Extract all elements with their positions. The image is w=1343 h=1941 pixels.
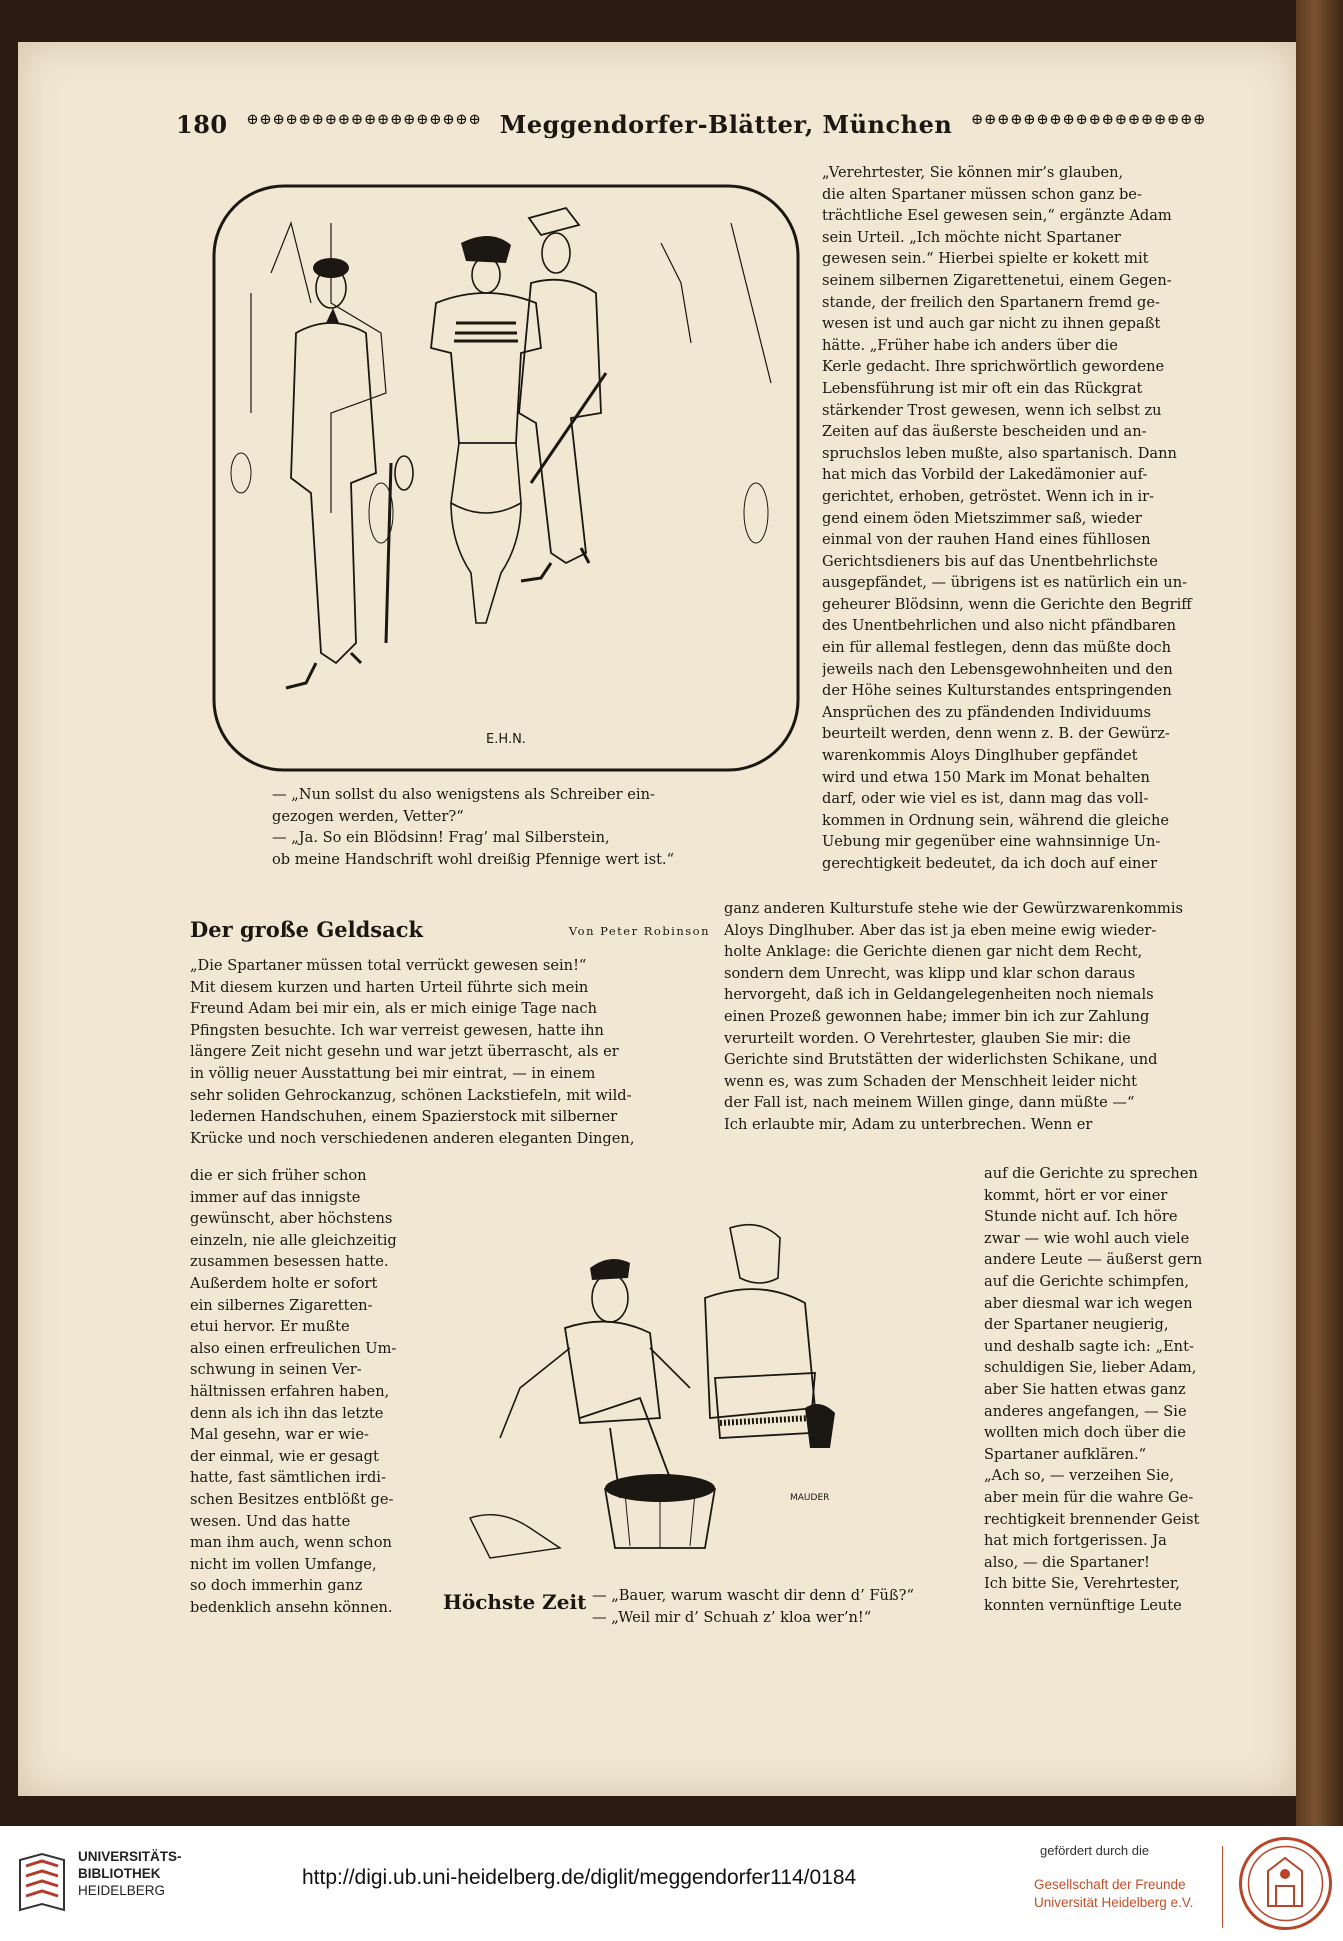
text-line: wesen. Und das hatte bbox=[190, 1512, 351, 1530]
viewer-footer bbox=[0, 1826, 1343, 1941]
text-line: Zeiten auf das äußerste bescheiden und an- bbox=[822, 423, 1147, 441]
text-line: die alten Spartaner müssen schon ganz be- bbox=[822, 185, 1142, 203]
text-line: anderes angefangen, — Sie bbox=[984, 1402, 1187, 1420]
text-line: der Fall ist, nach meinem Willen ginge, dann müßte —“ bbox=[724, 1094, 1135, 1112]
text-line: beurteilt werden, denn wenn z. B. der Gewürz- bbox=[822, 725, 1170, 743]
cartoon2-title: Höchste Zeit bbox=[443, 1590, 587, 1614]
library-name bbox=[78, 1848, 182, 1899]
caption-line: gezogen werden, Vetter?“ bbox=[272, 807, 464, 825]
caption-line: — „Nun sollst du also wenigstens als Schreiber ein- bbox=[272, 786, 655, 803]
text-line: längere Zeit nicht gesehn und war jetzt überrascht, als er bbox=[190, 1043, 619, 1061]
text-line: stärkender Trost gewesen, wenn ich selbst zu bbox=[822, 401, 1162, 419]
ornament-left: ⊕⊕⊕⊕⊕⊕⊕⊕⊕⊕⊕⊕⊕⊕⊕⊕⊕⊕ bbox=[246, 110, 482, 128]
cartoon-illustration-footbath bbox=[460, 1208, 920, 1568]
text-line: der Spartaner neugierig, bbox=[984, 1316, 1169, 1334]
text-line: sein Urteil. „Ich möchte nicht Spartaner bbox=[822, 228, 1121, 246]
text-line: hätte. „Früher habe ich anders über die bbox=[822, 336, 1118, 354]
text-line: ein silbernes Zigaretten- bbox=[190, 1296, 373, 1314]
text-line: zwar — wie wohl auch viele bbox=[984, 1229, 1190, 1247]
text-line: kommen in Ordnung sein, während die gleiche bbox=[822, 811, 1170, 829]
text-line: schuldigen Sie, lieber Adam, bbox=[984, 1359, 1197, 1377]
text-line: „Die Spartaner müssen total verrückt gewesen sein!“ bbox=[190, 957, 587, 974]
sponsor-name bbox=[1034, 1876, 1193, 1912]
text-line: jeweils nach den Lebensgewohnheiten und den bbox=[822, 660, 1173, 678]
text-line: ausgepfändet, — übrigens ist es natürlich ein un- bbox=[822, 574, 1188, 592]
text-line: der einmal, wie er gesagt bbox=[190, 1447, 379, 1465]
text-line: und deshalb sagte ich: „Ent- bbox=[984, 1337, 1194, 1355]
text-line: Ich bitte Sie, Verehrtester, bbox=[984, 1575, 1180, 1593]
text-line: in völlig neuer Ausstattung bei mir eintrat, — in einem bbox=[190, 1064, 596, 1082]
article-column-right-bottom bbox=[984, 1163, 1207, 1616]
library-line: HEIDELBERG bbox=[78, 1883, 166, 1898]
text-line: nicht im vollen Umfange, bbox=[190, 1555, 377, 1573]
text-line: aber Sie hatten etwas ganz bbox=[984, 1380, 1186, 1398]
journal-title: Meggendorfer-Blätter, München bbox=[499, 110, 953, 139]
text-line: immer auf das innigste bbox=[190, 1188, 361, 1206]
text-line: andere Leute — äußerst gern bbox=[984, 1251, 1203, 1269]
text-line: sehr soliden Gehrockanzug, schönen Lackstiefeln, mit wild- bbox=[190, 1086, 632, 1104]
text-line: Uebung mir gegenüber eine wahnsinnige Un- bbox=[822, 833, 1161, 851]
text-line: hat mich fortgerissen. Ja bbox=[984, 1532, 1167, 1550]
text-line: man ihm auch, wenn schon bbox=[190, 1534, 392, 1552]
article-heading bbox=[190, 917, 710, 942]
footer-divider bbox=[1222, 1846, 1223, 1928]
text-line: ein für allemal festlegen, denn das müßte doch bbox=[822, 639, 1172, 657]
text-line: der Höhe seines Kulturstandes entspringenden bbox=[822, 682, 1172, 700]
caption-line: — „Ja. So ein Blödsinn! Frag’ mal Silberstein, bbox=[272, 829, 610, 847]
text-line: geheurer Blödsinn, wenn die Gerichte den Begriff bbox=[822, 595, 1192, 613]
text-line: gerichtet, erhoben, getröstet. Wenn ich in ir- bbox=[822, 487, 1155, 505]
text-line: stande, der freilich den Spartanern fremd ge- bbox=[822, 293, 1160, 311]
caption-line: ob meine Handschrift wohl dreißig Pfennige wert ist.“ bbox=[272, 850, 675, 868]
text-line: Ich erlaubte mir, Adam zu unterbrechen. Wenn er bbox=[724, 1115, 1093, 1133]
text-line: konnten vernünftige Leute bbox=[984, 1596, 1182, 1614]
text-line: aber diesmal war ich wegen bbox=[984, 1294, 1193, 1312]
article-title: Der große Geldsack bbox=[190, 917, 424, 942]
text-line: hervorgeht, daß ich in Geldangelegenheiten noch niemals bbox=[724, 986, 1154, 1004]
text-line: Aloys Dinglhuber. Aber das ist ja eben meine ewig wieder- bbox=[724, 921, 1157, 939]
article-column-left bbox=[190, 955, 665, 1149]
text-line: auf die Gerichte schimpfen, bbox=[984, 1272, 1190, 1290]
text-line: trächtliche Esel gewesen sein,“ ergänzte Adam bbox=[822, 207, 1172, 225]
text-line: ganz anderen Kulturstufe stehe wie der Gewürzwarenkommis bbox=[724, 900, 1184, 917]
university-seal-icon bbox=[1238, 1836, 1333, 1931]
text-line: gewünscht, aber höchstens bbox=[190, 1210, 393, 1228]
text-line: also einen erfreulichen Um- bbox=[190, 1339, 397, 1357]
sponsor-line: Gesellschaft der Freunde bbox=[1034, 1877, 1186, 1892]
book-spine bbox=[1296, 0, 1343, 1826]
text-line: holte Anklage: die Gerichte dienen gar nicht dem Recht, bbox=[724, 943, 1143, 961]
text-line: wollten mich doch über die bbox=[984, 1424, 1186, 1442]
text-line: hältnissen erfahren haben, bbox=[190, 1382, 390, 1400]
text-line: gend einem öden Mietszimmer saß, wieder bbox=[822, 509, 1142, 527]
library-logo-icon bbox=[16, 1852, 68, 1912]
text-line: hat mich das Vorbild der Lakedämonier auf- bbox=[822, 466, 1148, 484]
text-line: bedenklich ansehn können. bbox=[190, 1598, 393, 1616]
text-line: Mal gesehn, war er wie- bbox=[190, 1426, 369, 1444]
text-line: Pfingsten besuchte. Ich war verreist gewesen, hatte ihn bbox=[190, 1021, 604, 1039]
cartoon-illustration-strollers bbox=[211, 183, 801, 773]
text-line: sondern dem Unrecht, was klipp und klar schon daraus bbox=[724, 964, 1136, 982]
text-line: gewesen sein.“ Hierbei spielte er kokett mit bbox=[822, 250, 1149, 268]
text-line: Spartaner aufklären.“ bbox=[984, 1445, 1147, 1463]
text-line: Stunde nicht auf. Ich höre bbox=[984, 1208, 1178, 1226]
text-line: einzeln, nie alle gleichzeitig bbox=[190, 1231, 397, 1249]
library-line: UNIVERSITÄTS- bbox=[78, 1849, 182, 1864]
text-line: Gerichtsdieners bis auf das Unentbehrlichste bbox=[822, 552, 1158, 570]
text-line: zusammen besessen hatte. bbox=[190, 1253, 389, 1271]
text-line: denn als ich ihn das letzte bbox=[190, 1404, 384, 1422]
text-line: die er sich früher schon bbox=[190, 1167, 367, 1184]
text-line: ledernen Handschuhen, einem Spazierstock mit silberner bbox=[190, 1108, 618, 1126]
article-author: Von Peter Robinson bbox=[568, 924, 710, 938]
page-number: 180 bbox=[176, 110, 228, 139]
funded-by-label: gefördert durch die bbox=[1040, 1843, 1150, 1858]
text-line: auf die Gerichte zu sprechen bbox=[984, 1165, 1198, 1182]
library-line: BIBLIOTHEK bbox=[78, 1866, 161, 1881]
text-line: etui hervor. Er mußte bbox=[190, 1318, 350, 1336]
text-line: wird und etwa 150 Mark im Monat behalten bbox=[822, 768, 1150, 786]
text-line: „Verehrtester, Sie können mir’s glauben, bbox=[822, 164, 1124, 181]
text-line: Außerdem holte er sofort bbox=[190, 1274, 378, 1292]
text-line: so doch immerhin ganz bbox=[190, 1577, 363, 1595]
text-line: Gerichte sind Brutstätten der widerlichsten Schikane, und bbox=[724, 1051, 1158, 1069]
text-line: Ansprüchen des zu pfändenden Individuums bbox=[822, 703, 1152, 721]
text-line: einmal von der rauhen Hand eines fühllosen bbox=[822, 531, 1151, 549]
text-line: seinem silbernen Zigarettenetui, einem Gegen- bbox=[822, 271, 1172, 289]
text-line: Kerle gedacht. Ihre sprichwörtlich gewordene bbox=[822, 358, 1165, 376]
sponsor-line: Universität Heidelberg e.V. bbox=[1034, 1895, 1194, 1910]
article-column-left-narrow bbox=[190, 1165, 412, 1618]
text-line: also, — die Spartaner! bbox=[984, 1553, 1150, 1571]
text-line: Krücke und noch verschiedenen anderen eleganten Dingen, bbox=[190, 1129, 635, 1147]
cartoon2-signature: MAUDER bbox=[790, 1493, 830, 1503]
article-column-right-top bbox=[822, 162, 1207, 875]
text-line: verurteilt worden. O Verehrtester, glauben Sie mir: die bbox=[724, 1029, 1131, 1047]
text-line: darf, oder wie viel es ist, dann mag das voll- bbox=[822, 790, 1149, 808]
caption-line: — „Bauer, warum wascht dir denn d’ Füß?“ bbox=[592, 1587, 914, 1604]
text-line: Freund Adam bei mir ein, als er mich einige Tage nach bbox=[190, 1000, 598, 1018]
text-line: des Unentbehrlichen und also nicht pfändbaren bbox=[822, 617, 1177, 635]
text-line: einen Prozeß gewonnen habe; immer bin ich zur Zahlung bbox=[724, 1007, 1150, 1025]
text-line: warenkommis Aloys Dinglhuber gepfändet bbox=[822, 747, 1138, 765]
text-line: Mit diesem kurzen und harten Urteil führte sich mein bbox=[190, 978, 589, 996]
permalink-url[interactable]: http://digi.ub.uni-heidelberg.de/diglit/meggendorfer114/0184 bbox=[302, 1866, 857, 1889]
text-line: schwung in seinen Ver- bbox=[190, 1361, 362, 1379]
cartoon1-caption bbox=[272, 784, 722, 870]
text-line: Lebensführung ist mir oft ein das Rückgrat bbox=[822, 379, 1143, 397]
caption-line: — „Weil mir d’ Schuah z’ kloa wer’n!“ bbox=[592, 1608, 872, 1626]
text-line: aber mein für die wahre Ge- bbox=[984, 1488, 1194, 1506]
text-line: wesen ist und auch gar nicht zu ihnen gepaßt bbox=[822, 315, 1161, 333]
running-head bbox=[176, 110, 1206, 139]
text-line: spruchslos leben mußte, also spartanisch. Dann bbox=[822, 444, 1177, 462]
text-line: hatte, fast sämtlichen irdi- bbox=[190, 1469, 386, 1487]
text-line: schen Besitzes entblößt ge- bbox=[190, 1490, 394, 1508]
ornament-right: ⊕⊕⊕⊕⊕⊕⊕⊕⊕⊕⊕⊕⊕⊕⊕⊕⊕⊕ bbox=[970, 110, 1206, 128]
text-line: „Ach so, — verzeihen Sie, bbox=[984, 1467, 1174, 1485]
text-line: kommt, hört er vor einer bbox=[984, 1186, 1168, 1204]
text-line: gerechtigkeit bedeutet, da ich doch auf einer bbox=[822, 855, 1158, 872]
text-line: wenn es, was zum Schaden der Menschheit leider nicht bbox=[724, 1072, 1138, 1090]
article-column-wide bbox=[724, 898, 1207, 1136]
cartoon2-caption bbox=[592, 1585, 972, 1628]
text-line: rechtigkeit brennender Geist bbox=[984, 1510, 1200, 1528]
cartoon1-signature: E.H.N. bbox=[486, 732, 526, 747]
